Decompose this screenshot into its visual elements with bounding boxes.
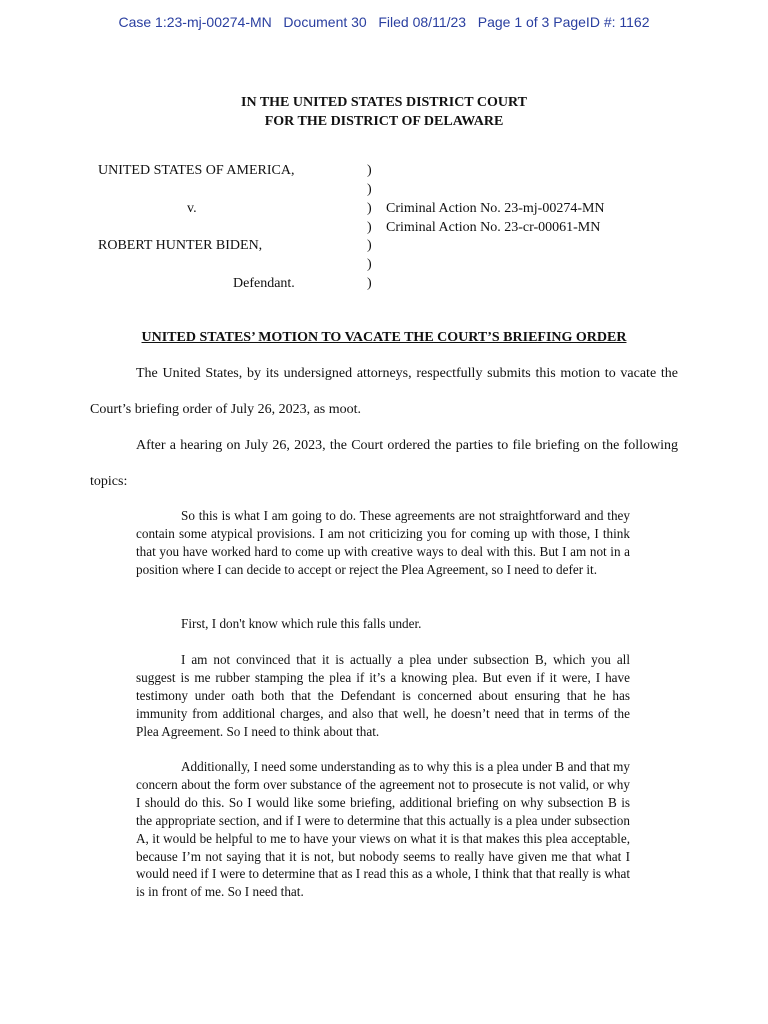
caption-action-number-1: Criminal Action No. 23-mj-00274-MN [386,201,605,216]
court-name-line: IN THE UNITED STATES DISTRICT COURT [241,95,527,110]
block-quote-paragraph-4: Additionally, I need some understanding as to why this is a plea under B and that my concern about the form over substance of the agreement not to prosecute is not valid, or why I should do this. So I would like some briefing, additional briefing on why subsection B is the appropriate section, and if I were to determine that this actually is a plea under subsection A, it would be helpful to me to have your views on what it is that makes this plea acceptable, because I’m not saying that it is not, but nobody seems to really have given me that what I would need if I were to determine that as I read this as a whole, I think that that really is what is in front of me. So I need that. [136,759,630,900]
body-paragraph-1: The United States, by its undersigned attorneys, respectfully submits this motion to vacate the Court’s briefing order of July 26, 2023, as moot. [90,366,678,417]
body-paragraph-2: After a hearing on July 26, 2023, the Court ordered the parties to file briefing on the following topics: [90,438,678,489]
caption-defendant: ROBERT HUNTER BIDEN, [98,238,263,253]
caption-paren: ) [367,257,372,272]
block-quote-paragraph-1: So this is what I am going to do. These agreements are not straightforward and they contain some atypical provisions. I am not criticizing you for coming up with those, I think that you have worked hard to come up with creative ways to deal with this. But I am not in a position where I can decide to accept or reject the Plea Agreement, so I need to defer it. [136,508,630,577]
caption-paren: ) [367,220,372,235]
caption-paren: ) [367,201,372,216]
caption-versus: v. [187,201,197,216]
caption-plaintiff: UNITED STATES OF AMERICA, [98,163,295,178]
caption-paren: ) [367,163,372,178]
caption-paren: ) [367,238,372,253]
caption-paren: ) [367,276,372,291]
motion-title: UNITED STATES’ MOTION TO VACATE THE COURT’S BRIEFING ORDER [141,330,627,345]
caption-action-number-2: Criminal Action No. 23-cr-00061-MN [386,220,601,235]
filing-stamp-header: Case 1:23-mj-00274-MN Document 30 Filed 08/11/23 Page 1 of 3 PageID #: 1162 [118,14,650,30]
caption-paren: ) [367,182,372,197]
block-quote-paragraph-3: I am not convinced that it is actually a plea under subsection B, which you all suggest is me rubber stamping the plea if it’s a knowing plea. But even if it were, I have testimony under oath both that the Defendant is concerned about ensuring that he has immunity from additional charges, and also that well, he doesn’t need that in terms of the Plea Agreement. So I need to think about that. [136,652,630,739]
block-quote-paragraph-2: First, I don't know which rule this falls under. [181,616,422,631]
caption-defendant-label: Defendant. [233,276,295,291]
court-heading [0,93,768,131]
court-district-line: FOR THE DISTRICT OF DELAWARE [264,114,504,129]
